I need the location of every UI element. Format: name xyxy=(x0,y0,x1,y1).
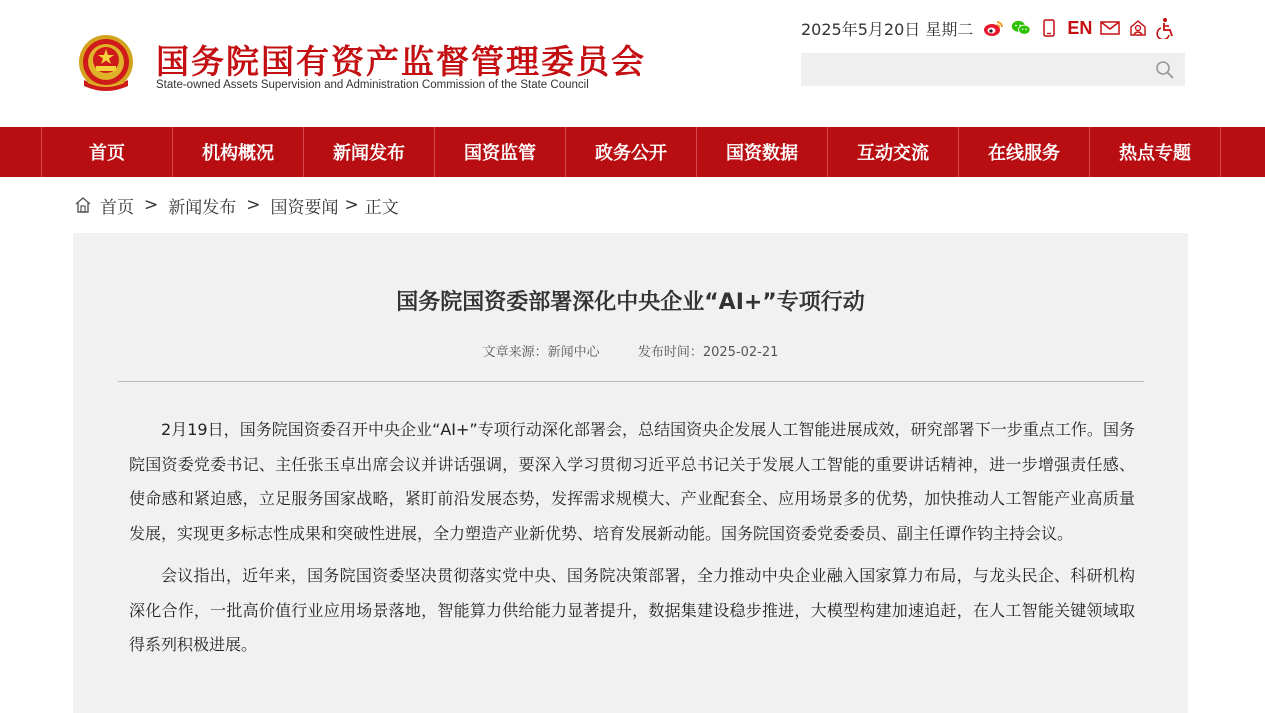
mobile-icon[interactable] xyxy=(1039,17,1059,39)
main-nav xyxy=(0,127,1265,177)
nav-item-government-affairs[interactable]: 政务公开 xyxy=(566,127,697,177)
breadcrumb xyxy=(74,193,399,217)
nav-item-topics[interactable]: 热点专题 xyxy=(1090,127,1221,177)
article-divider xyxy=(118,381,1144,382)
search-icon[interactable] xyxy=(1155,60,1175,80)
home-icon xyxy=(74,196,92,214)
article-body xyxy=(129,413,1135,671)
article-source: 文章来源：新闻中心 xyxy=(482,345,600,360)
site-title[interactable]: 国务院国有资产监督管理委员会 xyxy=(156,42,646,81)
article-publish-time: 发布时间：2025-02-21 xyxy=(637,345,779,360)
mail-icon[interactable] xyxy=(1100,17,1120,39)
article-panel xyxy=(73,233,1188,713)
accessibility-icon[interactable] xyxy=(1156,17,1176,39)
wechat-icon[interactable] xyxy=(1011,17,1031,39)
nav-item-news[interactable]: 新闻发布 xyxy=(304,127,435,177)
breadcrumb-separator: > xyxy=(144,195,159,215)
article-meta xyxy=(73,341,1188,360)
breadcrumb-separator: > xyxy=(344,195,359,215)
article-paragraph: 2月19日，国务院国资委召开中央企业“AI+”专项行动深化部署会，总结国资央企发展人工智能进展成效，研究部署下一步重点工作。国务院国资委党委书记、主任张玉卓出席会议并讲话强调，要深入学习贯彻习近平总书记关于发展人工智能的重要讲话精神，进一步增强责任感、使命感和紧迫感，立足服务国家战略，紧盯前沿发展态势，发挥需求规模大、产业配套全、应用场景多的优势，加快推动人工智能产业高质量发展，实现更多标志性成果和突破性进展，全力塑造产业新优势、培育发展新动能。国务院国资委党委委员、副主任谭作钧主持会议。 xyxy=(129,420,1135,543)
top-toolbar xyxy=(801,14,1176,42)
nav-item-online-service[interactable]: 在线服务 xyxy=(959,127,1090,177)
nav-item-home[interactable]: 首页 xyxy=(42,127,173,177)
breadcrumb-separator: > xyxy=(246,195,261,215)
site-header xyxy=(0,0,1265,127)
english-version-link[interactable]: EN xyxy=(1067,17,1093,38)
nav-item-supervision[interactable]: 国资监管 xyxy=(435,127,566,177)
breadcrumb-news[interactable]: 新闻发布 xyxy=(168,197,237,218)
site-title-english: State-owned Assets Supervision and Administration Commission of the State Council xyxy=(156,79,589,91)
search-input[interactable] xyxy=(801,53,1185,86)
breadcrumb-home[interactable]: 首页 xyxy=(100,197,134,218)
nav-item-data[interactable]: 国资数据 xyxy=(697,127,828,177)
nav-item-interaction[interactable]: 互动交流 xyxy=(828,127,959,177)
search-box xyxy=(801,53,1185,86)
article-title: 国务院国资委部署深化中央企业“AI+”专项行动 xyxy=(396,290,865,315)
nav-item-organization[interactable]: 机构概况 xyxy=(173,127,304,177)
weibo-icon[interactable] xyxy=(983,17,1003,39)
breadcrumb-sasac-news[interactable]: 国资要闻 xyxy=(270,197,339,218)
national-emblem-icon[interactable] xyxy=(74,32,138,96)
breadcrumb-current: 正文 xyxy=(364,197,399,218)
user-service-icon[interactable] xyxy=(1128,17,1148,39)
article-paragraph: 会议指出，近年来，国务院国资委坚决贯彻落实党中央、国务院决策部署，全力推动中央企业融入国家算力布局，与龙头民企、科研机构深化合作，一批高价值行业应用场景落地，智能算力供给能力显著提升，数据集建设稳步推进，大模型构建加速追赶，在人工智能关键领域取得系列积极进展。 xyxy=(129,566,1135,654)
current-date: 2025年5月20日 星期二 xyxy=(801,19,974,39)
